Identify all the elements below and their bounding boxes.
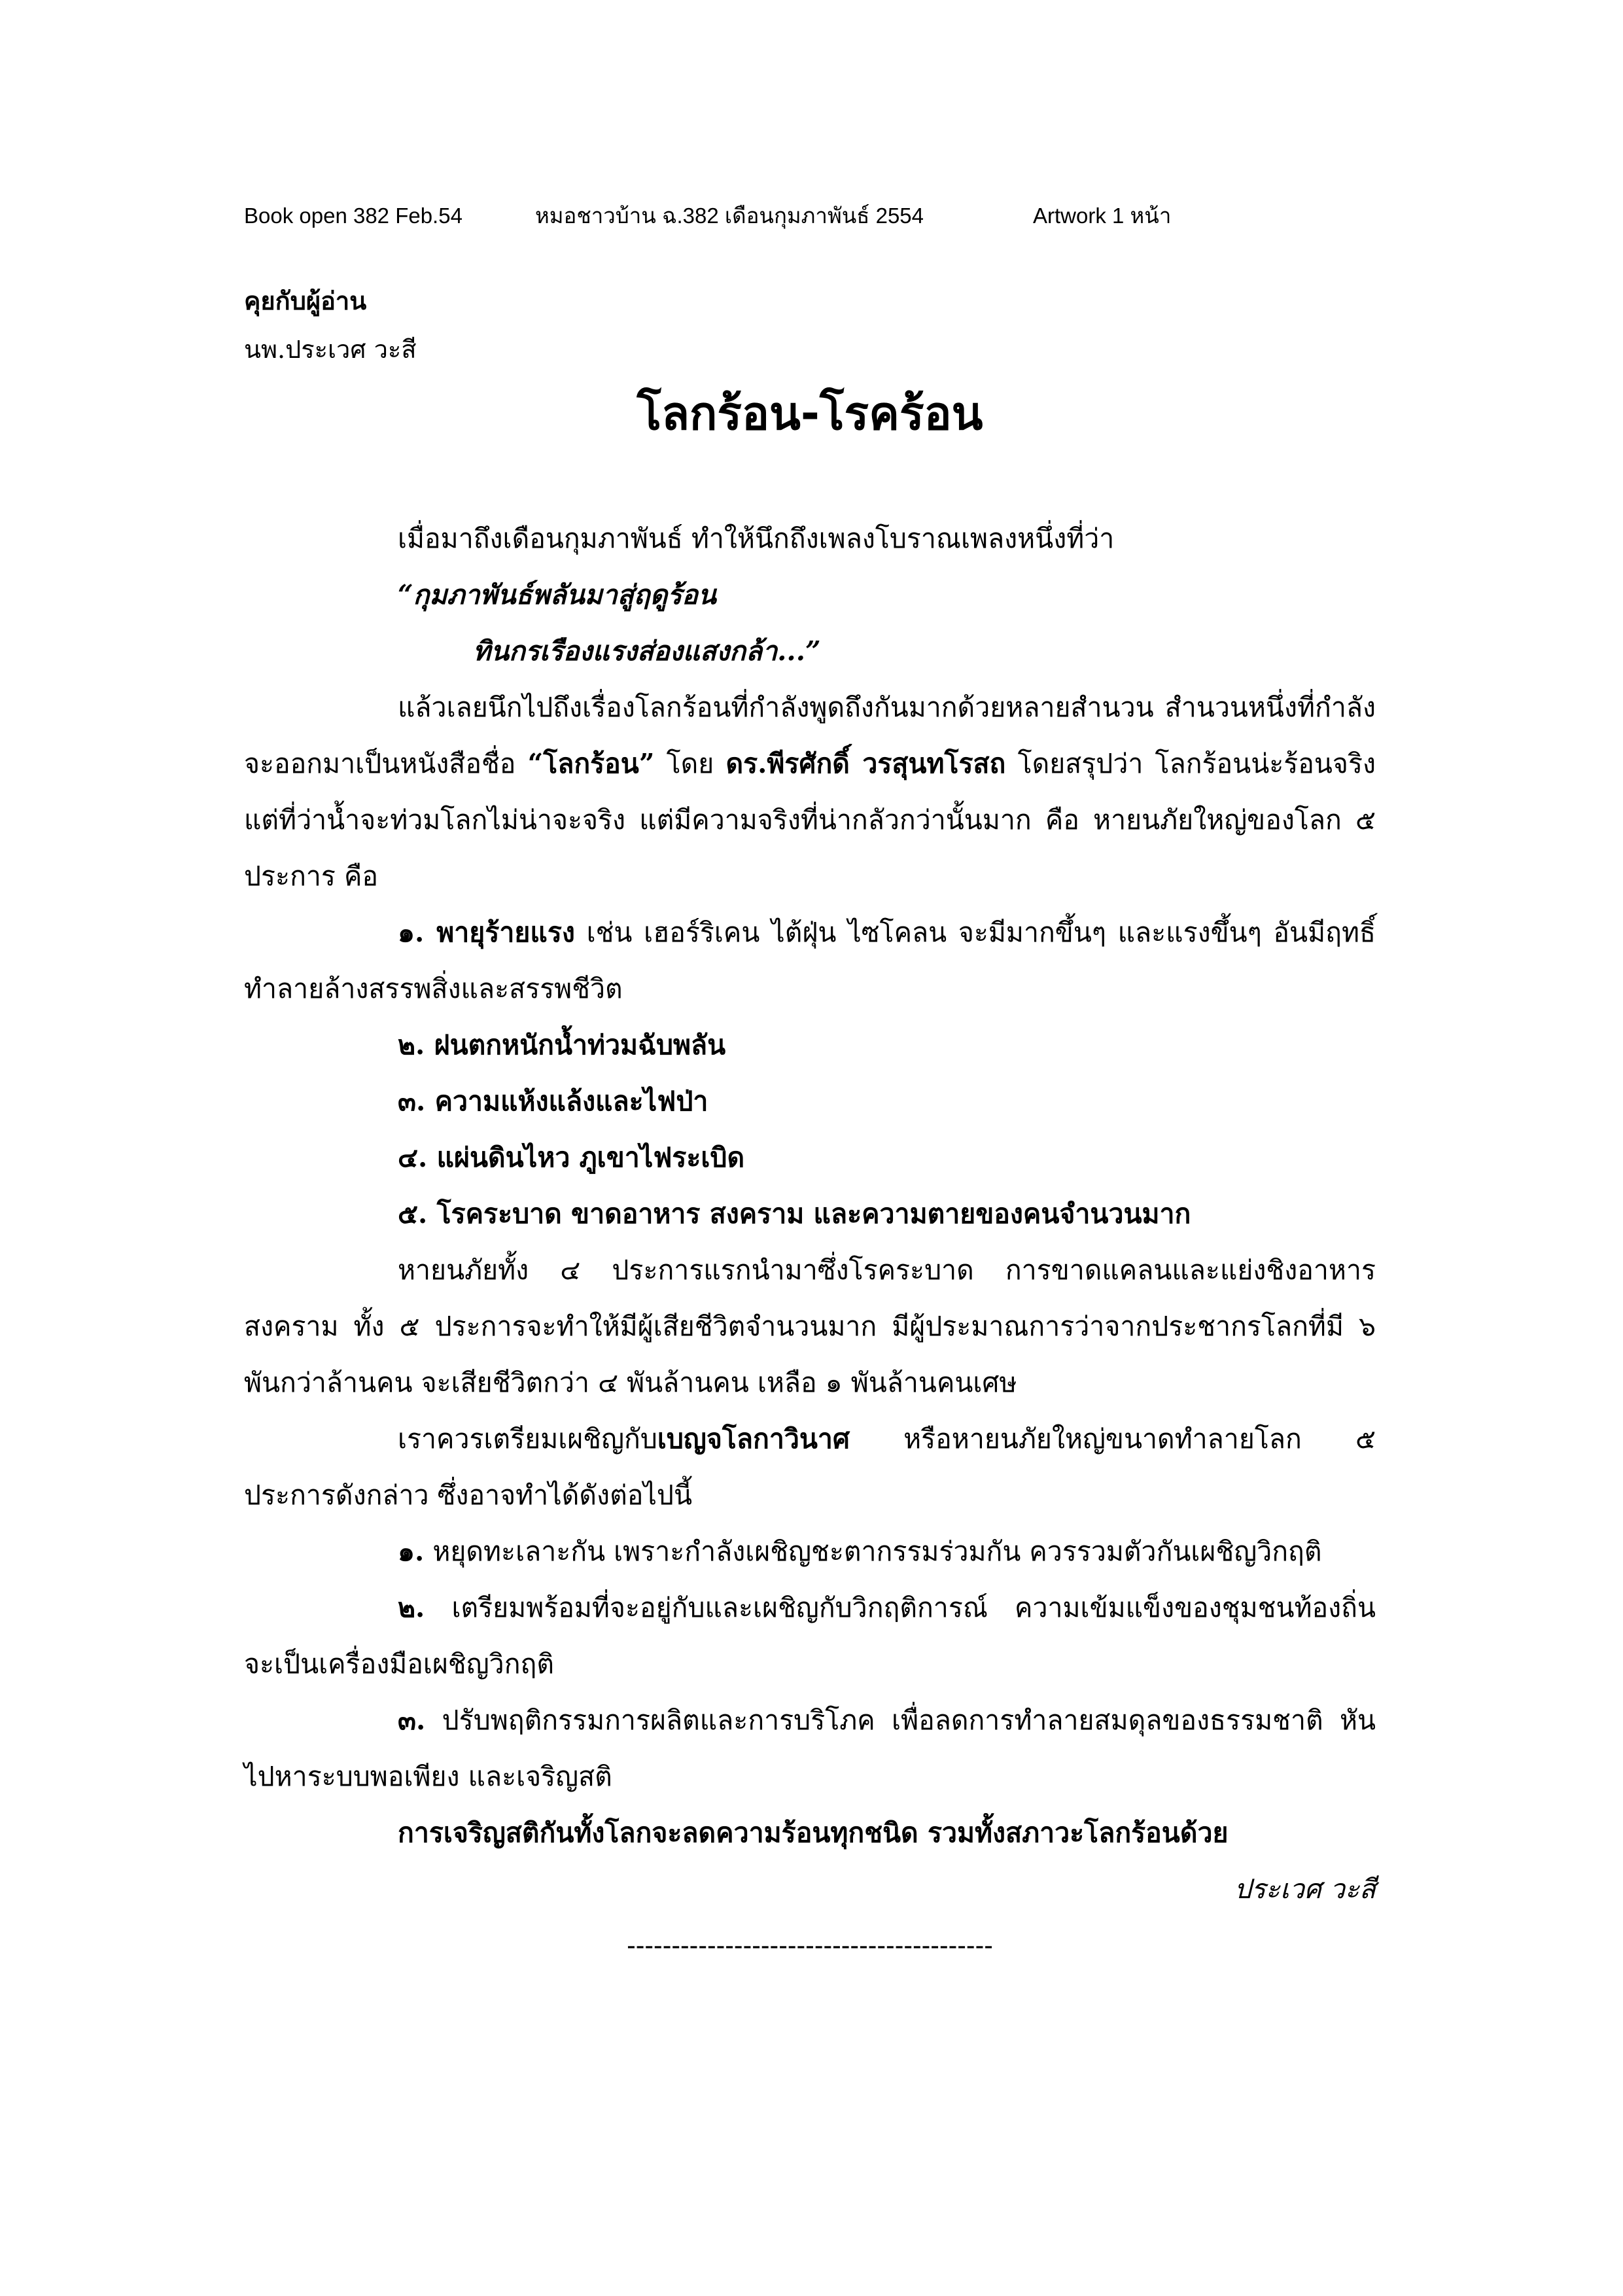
author-line: นพ.ประเวศ วะสี [244, 335, 417, 364]
paragraph-1-text-c: โดยสรุปว่า โลกร้อนน่ะร้อนจริง แต่ที่ว่าน้ำจะท่วมโลกไม่น่าจะจริง แต่มีความจริงที่น่ากลัวกว่านั้นมาก คือ หายนภัยใหญ่ของโลก ๕ ประการ คือ [244, 748, 1376, 892]
disaster-item-3-text: ๓. ความแห้งแล้งและไฟป่า [398, 1086, 708, 1117]
disaster-item-5 [244, 1186, 1376, 1242]
quote-line-1: “กุมภาพันธ์พลันมาสู่ฤดูร้อน [398, 579, 716, 610]
paragraph-3-text-b: หรือหายนภัยใหญ่ขนาดทำลายโลก ๕ ประการดังกล่าว ซึ่งอาจทำได้ดังต่อไปนี้ [244, 1423, 1376, 1511]
book-title: “โลกร้อน” [527, 748, 655, 779]
header-artwork: Artwork 1 หน้า [1033, 203, 1172, 228]
paragraph-1-text-b: โดย [654, 748, 726, 779]
solution-item-1-text: หยุดทะเลาะกัน เพราะกำลังเผชิญชะตากรรมร่วมกัน ควรรวมตัวกันเผชิญวิกฤติ [424, 1536, 1322, 1567]
disaster-item-1-title: ๑. พายุร้ายแรง [398, 917, 575, 948]
paragraph-3 [244, 1411, 1376, 1523]
disaster-item-3 [244, 1073, 1376, 1129]
paragraph-1 [244, 679, 1376, 904]
solution-item-2 [244, 1580, 1376, 1692]
column-label: คุยกับผู้อ่าน [244, 286, 367, 315]
paragraph-2: หายนภัยทั้ง ๔ ประการแรกนำมาซึ่งโรคระบาด การขาดแคลนและแย่งชิงอาหาร สงคราม ทั้ง ๕ ประการจะทำให้มีผู้เสียชีวิตจำนวนมาก มีผู้ประมาณการว่าจากประชากรโลกที่มี ๖ พันกว่าล้านคน จะเสียชีวิตกว่า ๔ พันล้านคน เหลือ ๑ พันล้านคนเศษ [244, 1254, 1376, 1398]
signature: ประเวศ วะสี [1234, 1873, 1376, 1905]
closing-statement-text: การเจริญสติกันทั้งโลกจะลดความร้อนทุกชนิด รวมทั้งสภาวะโลกร้อนด้วย [398, 1817, 1229, 1848]
solution-item-2-num: ๒. [398, 1592, 425, 1623]
page-title: โลกร้อน-โรคร้อน [637, 387, 983, 440]
header-code: Book open 382 Feb.54 [244, 203, 462, 228]
disaster-item-4 [244, 1129, 1376, 1186]
header-issue: หมอชาวบ้าน ฉ.382 เดือนกุมภาพันธ์ 2554 [535, 203, 924, 228]
disaster-item-2 [244, 1017, 1376, 1073]
solution-item-3 [244, 1692, 1376, 1805]
closing-statement [244, 1805, 1376, 1861]
solution-item-3-text: ปรับพฤติกรรมการผลิตและการบริโภค เพื่อลดการทำลายสมดุลของธรรมชาติ หันไปหาระบบพอเพียง และเจริญสติ [244, 1704, 1376, 1792]
disaster-item-5-text: ๕. โรคระบาด ขาดอาหาร สงคราม และความตายของคนจำนวนมาก [398, 1198, 1191, 1229]
disaster-item-4-text: ๔. แผ่นดินไหว ภูเขาไฟระเบิด [398, 1142, 745, 1173]
paragraph-3-bold: เบญจโลกาวินาศ [657, 1423, 850, 1455]
paragraph-1-text-a: แล้วเลยนึกไปถึงเรื่องโลกร้อนที่กำลังพูดถึงกันมากด้วยหลายสำนวน สำนวนหนึ่งที่กำลังจะออกมาเป็นหนังสือชื่อ [244, 692, 1376, 779]
solution-item-2-text: เตรียมพร้อมที่จะอยู่กับและเผชิญกับวิกฤติการณ์ ความเข้มแข็งของชุมชนท้องถิ่น จะเป็นเครื่องมือเผชิญวิกฤติ [244, 1592, 1376, 1680]
solution-item-3-num: ๓. [398, 1704, 426, 1736]
quote-line-2: ทินกรเรืองแรงส่องแสงกล้า...” [473, 635, 821, 667]
disaster-item-2-text: ๒. ฝนตกหนักน้ำท่วมฉับพลัน [398, 1029, 726, 1061]
solution-item-1 [244, 1523, 1376, 1580]
disaster-item-1 [244, 904, 1376, 1017]
book-author: ดร.พีรศักดิ์ วรสุนทโรสถ [725, 748, 1006, 779]
paragraph-3-text-a: เราควรเตรียมเผชิญกับ [398, 1423, 657, 1455]
divider-rule: ----------------------------------------- [627, 1930, 993, 1960]
article-body [244, 510, 1376, 1973]
disaster-item-1-text: เช่น เฮอร์ริเคน ไต้ฝุ่น ไซโคลน จะมีมากขึ้นๆ และแรงขึ้นๆ อันมีฤทธิ์ทำลายล้างสรรพสิ่งและสรรพชีวิต [244, 917, 1376, 1004]
solution-item-1-num: ๑. [398, 1536, 425, 1567]
intro-paragraph: เมื่อมาถึงเดือนกุมภาพันธ์ ทำให้นึกถึงเพลงโบราณเพลงหนึ่งที่ว่า [398, 523, 1115, 554]
